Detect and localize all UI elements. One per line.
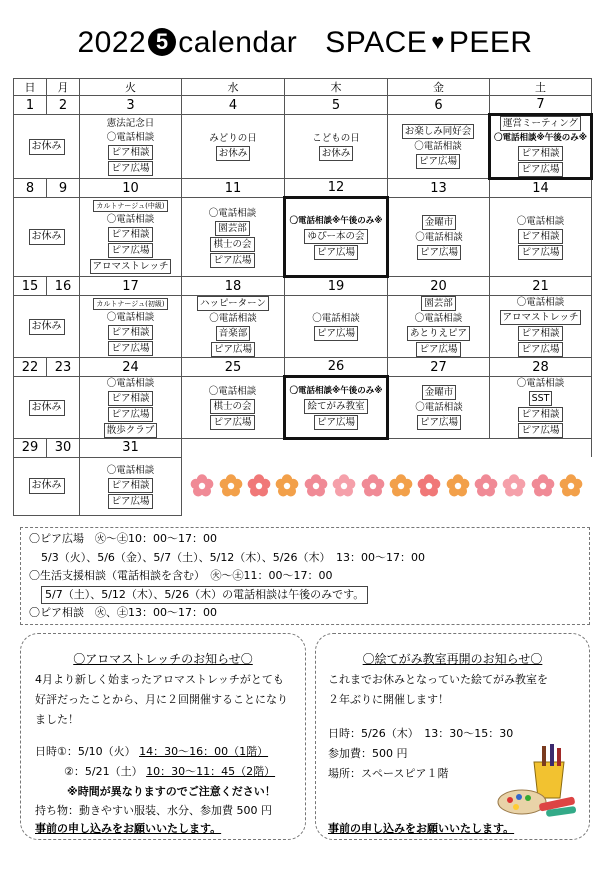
- notice-apply: 事前の申し込みをお願いいたします。: [35, 822, 222, 835]
- day-cell-tue: [80, 115, 182, 179]
- title-year: 2022: [77, 26, 147, 59]
- event-label: ピア相談: [108, 145, 152, 160]
- date-number: 29: [14, 439, 47, 458]
- event-label: ピア広場: [108, 494, 152, 509]
- flower-icon: [331, 473, 357, 499]
- day-cell-tue: [80, 198, 182, 277]
- date-row: [14, 277, 592, 296]
- day-cell-sat: [490, 115, 592, 179]
- notice-title: 〇アロマストレッチのお知らせ〇: [73, 652, 253, 666]
- date-number: 2: [47, 96, 80, 115]
- date-number: 9: [47, 179, 80, 198]
- closed-label: お休み: [29, 319, 65, 335]
- content-row: [14, 115, 592, 179]
- date-row: [14, 96, 592, 115]
- content-row: [14, 457, 592, 515]
- date-number: 25: [182, 358, 285, 377]
- flower-icon: [445, 473, 471, 499]
- event-label: カルトナージュ(初級): [93, 298, 167, 310]
- notice-warning: ※時間が異なりますのでご注意ください！: [67, 785, 276, 798]
- date-number: 17: [80, 277, 182, 296]
- event-label: 散歩クラブ: [104, 423, 158, 438]
- event-label: 〇電話相談: [208, 207, 257, 219]
- event-label: 〇電話相談: [209, 313, 257, 324]
- event-label: ピア広場: [417, 245, 461, 260]
- event-label: アロマストレッチ: [90, 259, 172, 274]
- info-line: 〇ピア広場 ㊋～㊏10：00～17：00: [29, 532, 217, 545]
- event-label: お休み: [216, 146, 251, 161]
- event-label: ピア相談: [518, 407, 562, 422]
- date-number: 5: [285, 96, 388, 115]
- event-label: ピア相談: [108, 227, 152, 242]
- flower-icon: [473, 473, 499, 499]
- event-label: ピア広場: [518, 162, 562, 177]
- date-number: 13: [388, 179, 490, 198]
- day-cell-tue: [80, 377, 182, 439]
- event-label: ピア広場: [108, 341, 152, 356]
- event-label: ピア広場: [210, 253, 254, 268]
- day-cell-wed: [182, 198, 285, 277]
- notice-text: ②：5/21（土） 10：30～11：45（2階）: [64, 765, 276, 778]
- event-label: 〇電話相談: [106, 311, 155, 323]
- weekday-header: 火: [80, 79, 182, 96]
- event-label: 絵てがみ教室: [304, 399, 367, 414]
- event-label: お休み: [319, 146, 354, 161]
- date-row: [14, 439, 592, 458]
- event-label: ピア広場: [518, 342, 562, 357]
- closed-cell: [14, 198, 80, 277]
- weekday-header: 月: [47, 79, 80, 96]
- paint-set-icon: [494, 742, 584, 822]
- date-number: 8: [14, 179, 47, 198]
- flower-icon: [218, 473, 244, 499]
- content-row: [14, 198, 592, 277]
- day-cell-fri: [388, 377, 490, 439]
- notice-title: 〇絵てがみ教室再開のお知らせ〇: [362, 652, 543, 666]
- notice-text: ２年ぶりに開催します！: [328, 693, 449, 706]
- event-label: 〇電話相談: [106, 378, 155, 389]
- empty-cell: [182, 439, 592, 458]
- event-label: 〇電話相談: [106, 132, 155, 143]
- event-label: 〇電話相談: [516, 378, 565, 389]
- date-number: 31: [80, 439, 182, 458]
- day-cell-sat: [490, 296, 592, 358]
- notice-text: 日時：5/26（木） 13：30～15：30: [328, 727, 514, 740]
- date-number: 3: [80, 96, 182, 115]
- date-number: 30: [47, 439, 80, 458]
- closed-cell: [14, 377, 80, 439]
- date-number: 27: [388, 358, 490, 377]
- event-label: ピア広場: [416, 342, 460, 357]
- event-label: ピア広場: [417, 415, 461, 430]
- date-number: 21: [490, 277, 592, 296]
- closed-label: お休み: [29, 229, 65, 245]
- date-number: 16: [47, 277, 80, 296]
- event-label: ピア広場: [108, 407, 152, 422]
- day-cell-sat: [490, 377, 592, 439]
- date-number: 20: [388, 277, 490, 296]
- event-label: 〇電話相談: [415, 231, 463, 243]
- day-cell-thu: [285, 198, 388, 277]
- date-number: 28: [490, 358, 592, 377]
- event-label: 運営ミーティング: [500, 116, 581, 131]
- content-row: [14, 377, 592, 439]
- day-cell-thu: [285, 296, 388, 358]
- event-label: 〇電話相談: [208, 386, 257, 397]
- event-label: ピア広場: [314, 326, 358, 341]
- event-label: SST: [529, 391, 553, 406]
- info-line: 〇生活支援相談（電話相談を含む） ㊋～㊏11：00～17：00: [29, 569, 333, 582]
- date-number: 12: [285, 179, 388, 198]
- flower-icon: [360, 473, 386, 499]
- event-label: ピア広場: [108, 161, 152, 176]
- event-label: 〇電話相談: [106, 464, 155, 476]
- event-label: ピア相談: [108, 325, 152, 340]
- weekday-header: 日: [14, 79, 47, 96]
- page-title: [0, 26, 610, 60]
- closed-label: お休み: [29, 478, 65, 494]
- aroma-notice: [20, 633, 306, 840]
- hours-info: [20, 527, 590, 625]
- weekday-header: 金: [388, 79, 490, 96]
- event-label: ピア広場: [211, 342, 255, 357]
- event-label: あとりえピア: [407, 326, 470, 341]
- event-label: 棋士の会: [210, 237, 254, 252]
- title-org-a: SPACE: [325, 26, 428, 59]
- flower-icon: [530, 473, 556, 499]
- event-label: 園芸部: [215, 221, 250, 236]
- event-label: 〇電話相談※午後のみ※: [493, 133, 588, 143]
- heart-icon: ♥: [431, 29, 445, 54]
- date-number: 4: [182, 96, 285, 115]
- day-cell-fri: [388, 296, 490, 358]
- event-label: カルトナージュ(中級): [93, 200, 167, 212]
- calendar-table: [13, 78, 593, 516]
- event-label: ピア広場: [314, 245, 358, 260]
- date-number: 24: [80, 358, 182, 377]
- notice-text: 参加費：500 円: [328, 747, 408, 760]
- event-label: ピア広場: [518, 423, 562, 438]
- notice-text: 好評だったことから、月に２回開催することになり: [35, 693, 288, 706]
- event-label: 金曜市: [422, 215, 457, 230]
- date-row: [14, 358, 592, 377]
- info-line: 5/7（土）、5/12（木）、5/26（木）の電話相談は午後のみです。: [41, 586, 368, 604]
- event-label: 〇電話相談: [414, 141, 462, 152]
- title-org-b: PEER: [448, 26, 533, 59]
- date-number: 26: [285, 358, 388, 377]
- etegami-notice: [315, 633, 590, 840]
- event-label: お楽しみ同好会: [402, 124, 475, 139]
- event-label: ピア広場: [314, 415, 358, 430]
- notice-text: ました！: [35, 713, 79, 726]
- day-cell-wed: [182, 377, 285, 439]
- date-number: 7: [490, 96, 592, 115]
- event-label: 金曜市: [422, 385, 457, 400]
- event-label: ピア広場: [210, 415, 254, 430]
- date-number: 23: [47, 358, 80, 377]
- content-row: [14, 296, 592, 358]
- closed-label: お休み: [29, 139, 65, 155]
- flower-icon: [303, 473, 329, 499]
- event-label: 〇電話相談※午後のみ※: [289, 386, 383, 396]
- day-cell-wed: [182, 296, 285, 358]
- event-label: ピア相談: [518, 146, 562, 161]
- notice-apply: 事前の申し込みをお願いいたします。: [328, 822, 515, 835]
- event-label: こどもの日: [312, 133, 360, 144]
- date-number: 11: [182, 179, 285, 198]
- notice-text: 日時①：5/10（火） 14：30～16：00（1階）: [35, 745, 269, 758]
- flower-decoration: [182, 457, 592, 515]
- event-label: ピア相談: [518, 229, 562, 244]
- day-cell-thu: [285, 377, 388, 439]
- event-label: ハッピーターン: [197, 296, 269, 311]
- weekday-header: 木: [285, 79, 388, 96]
- event-label: ピア広場: [108, 243, 152, 258]
- flower-icon: [388, 473, 414, 499]
- date-number: 19: [285, 277, 388, 296]
- notice-text: 持ち物：動きやすい服装、水分、参加費 500 円: [35, 804, 272, 817]
- date-number: 10: [80, 179, 182, 198]
- flower-icon: [558, 473, 584, 499]
- weekday-header: 水: [182, 79, 285, 96]
- flower-icon: [501, 473, 527, 499]
- event-label: 憲法記念日: [106, 118, 155, 129]
- event-label: ピア広場: [518, 245, 562, 260]
- flower-icon: [246, 473, 272, 499]
- event-label: ピア相談: [108, 391, 152, 406]
- title-word: calendar: [178, 26, 298, 59]
- day-cell-thu: [285, 115, 388, 179]
- flower-icon: [274, 473, 300, 499]
- closed-cell: [14, 457, 80, 515]
- day-cell-tue: [80, 296, 182, 358]
- event-label: みどりの日: [209, 133, 257, 144]
- event-label: 〇電話相談: [106, 214, 155, 225]
- event-label: ピア相談: [108, 478, 152, 493]
- date-number: 6: [388, 96, 490, 115]
- event-label: 〇電話相談: [312, 313, 360, 324]
- month-badge: 5: [148, 28, 176, 56]
- event-label: 〇電話相談: [516, 215, 565, 227]
- notice-text: 4月より新しく始まったアロマストレッチがとても: [35, 673, 284, 686]
- notice-text: これまでお休みとなっていた絵てがみ教室を: [328, 673, 548, 686]
- flower-icon: [416, 473, 442, 499]
- day-cell-fri: [388, 198, 490, 277]
- date-number: 18: [182, 277, 285, 296]
- day-cell-wed: [182, 115, 285, 179]
- event-label: 〇電話相談: [415, 402, 463, 413]
- date-row: [14, 179, 592, 198]
- closed-cell: [14, 296, 80, 358]
- flower-icon: [189, 473, 215, 499]
- day-cell-sat: [490, 198, 592, 277]
- info-line: 5/3（火）、5/6（金）、5/7（土）、5/12（木）、5/26（木） 13：00～17：00: [41, 551, 425, 564]
- weekday-header: 土: [490, 79, 592, 96]
- closed-cell: [14, 115, 80, 179]
- event-label: アロマストレッチ: [500, 310, 582, 325]
- weekday-row: [14, 79, 592, 96]
- day-cell-tue: [80, 457, 182, 515]
- event-label: ピア相談: [518, 326, 562, 341]
- date-number: 14: [490, 179, 592, 198]
- date-number: 1: [14, 96, 47, 115]
- closed-label: お休み: [29, 400, 65, 416]
- event-label: 園芸部: [421, 296, 456, 311]
- date-number: 15: [14, 277, 47, 296]
- event-label: ピア広場: [416, 154, 460, 169]
- event-label: 音楽部: [216, 326, 251, 341]
- date-number: 22: [14, 358, 47, 377]
- event-label: 棋士の会: [210, 399, 254, 414]
- event-label: 〇電話相談: [516, 297, 565, 308]
- notice-text: 場所：スペースピア１階: [328, 767, 449, 780]
- event-label: 〇電話相談※午後のみ※: [289, 215, 383, 226]
- event-label: 〇電話相談: [414, 313, 463, 324]
- day-cell-fri: [388, 115, 490, 179]
- info-line: 〇ピア相談 ㊋、㊏13：00～17：00: [29, 606, 217, 619]
- event-label: ゆぴー本の会: [304, 229, 367, 244]
